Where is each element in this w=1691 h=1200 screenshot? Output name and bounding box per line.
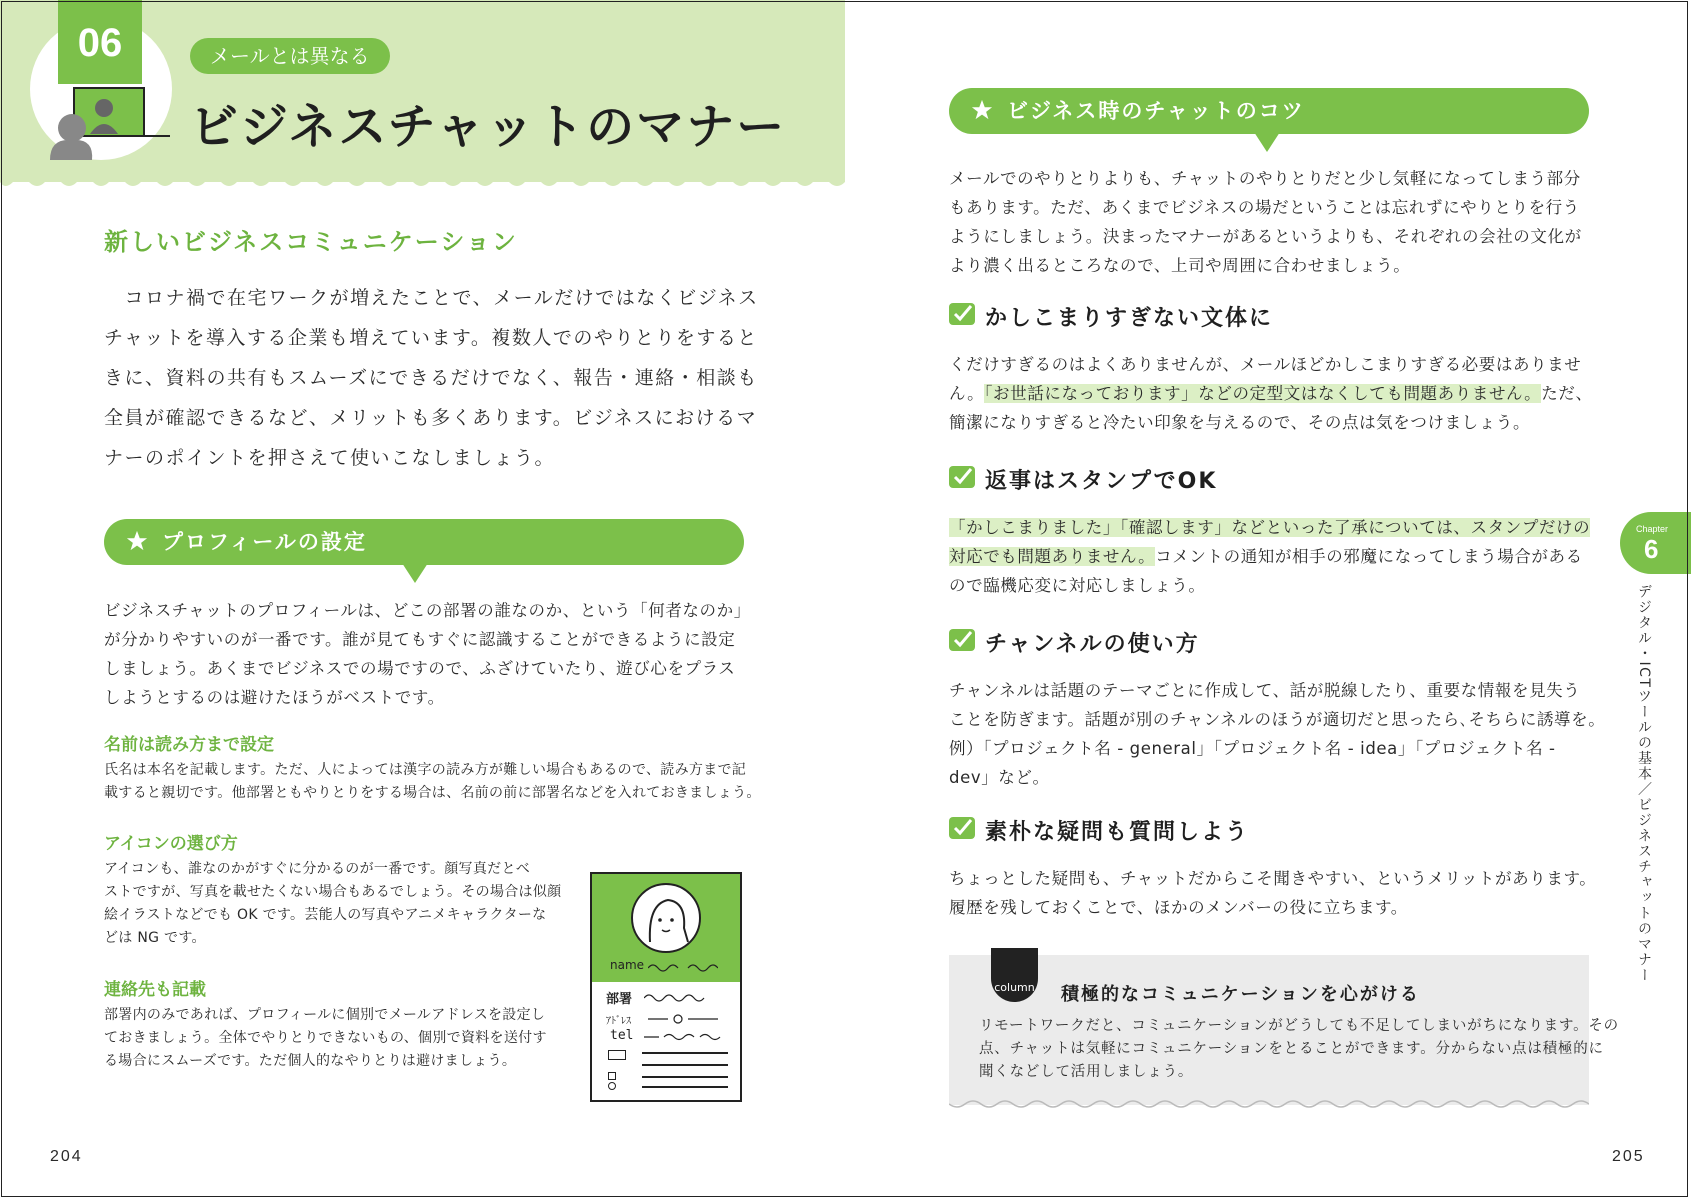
header-wave bbox=[0, 176, 845, 190]
section-heading: 新しいビジネスコミュニケーション bbox=[104, 228, 518, 256]
check-icon bbox=[949, 817, 975, 839]
card-line-2 bbox=[642, 1064, 728, 1066]
profile-heading: プロフィールの設定 bbox=[104, 519, 744, 565]
page-subtitle: メールとは異なる bbox=[190, 38, 390, 74]
intro-paragraph: コロナ禍で在宅ワークが増えたことで、メールだけではなくビジネス チャットを導入する企業も増えています。複数人でのやりとりをすると きに、資料の共有もスムーズにできるだけでなく、報告・連絡・相談も 全員が確認できるなど、メリットも多くあります。ビジネスにおけるマ ナーのポイントを押さえて使いこなしましょう。 bbox=[104, 287, 759, 469]
page-number-left: 204 bbox=[50, 1148, 83, 1165]
channel-paragraph: チャンネルは話題のテーマごとに作成して、話が脱線したり、重要な情報を見失う ことを防ぎます。話題が別のチャンネルのほうが適切だと思ったら､そちらに誘導を。 例）「プロジェクト名 - general」「プロジェクト名 - idea」「プロジェクト名 - dev」など。 bbox=[949, 681, 1606, 787]
profile-card-illustration bbox=[590, 872, 742, 1102]
card-dept-scribble bbox=[644, 992, 724, 1002]
star-icon bbox=[971, 99, 993, 121]
name-paragraph: 氏名は本名を記載します。ただ、人によっては漢字の読み方が難しい場合もあるので、読み方まで記 載すると親切です。他部署ともやりとりをする場合は、名前の前に部署名などを入れておきましょう。 bbox=[104, 762, 761, 801]
page-number-right: 205 bbox=[1612, 1148, 1645, 1165]
profile-paragraph: ビジネスチャットのプロフィールは、どこの部署の誰なのか、という「何者なのか」 が分かりやすいのが一番です。誰が見てもすぐに認識することができるように設定 しましょう。あくまでビジネスでの場ですので、ふざけていたり、遊び心をプラス しようとするのは避けたほうがベストです。 bbox=[104, 601, 751, 707]
column-title: 積極的なコミュニケーションを心がける bbox=[1061, 984, 1420, 1005]
check-icon bbox=[949, 466, 975, 488]
card-address-scribble bbox=[648, 1014, 728, 1024]
card-tel-scribble bbox=[644, 1032, 729, 1042]
chapter-tab: Chapter 6 bbox=[1620, 512, 1691, 574]
tips-heading: ビジネス時のチャットのコツ bbox=[949, 88, 1589, 134]
casual-paragraph: くだけすぎるのはよくありませんが、メールほどかしこまりすぎる必要はありませ ん。「お世話になっております」などの定型文はなくしても問題ありません。ただ、 簡潔になりすぎると冷たい印象を与えるので、その点は気をつけましょう。 bbox=[949, 355, 1593, 432]
highlight: 「かしこまりました」「確認します」などといった了承については、スタンプだけの bbox=[949, 518, 1591, 537]
contact-subheading: 連絡先も記載 bbox=[104, 980, 206, 1000]
highlight: 「お世話になっております」などの定型文はなくしても問題ありません。 bbox=[984, 384, 1542, 403]
tips-paragraph: メールでのやりとりよりも、チャットのやりとりだと少し気軽になってしまう部分 もあります。ただ、あくまでビジネスの場だということは忘れずにやりとりを行う ようにしましょう。決まったマナーがあるというよりも、それぞれの会社の文化が より濃く出るところなので、上司や周囲に合わせましょう。 bbox=[949, 169, 1582, 275]
check-icon bbox=[949, 629, 975, 651]
chapter-vertical-title: デジタル・ICTツールの基本／ビジネスチャットのマナー bbox=[1636, 584, 1652, 983]
question-paragraph: ちょっとした疑問も、チャットだからこそ聞きやすい、というメリットがあります。 履歴を残しておくことで、ほかのメンバーの役に立ちます。 bbox=[949, 869, 1597, 917]
highlight: 対応でも問題ありません。 bbox=[949, 547, 1156, 566]
icon-paragraph: アイコンも、誰なのかがすぐに分かるのが一番です。顔写真だとベ ストですが、写真を載せたくない場合もあるでしょう。その場合は似顔 絵イラストなどでも OK です。芸能人の写真やアニメキャラクターな どは NG です。 bbox=[104, 861, 562, 946]
card-dept-label: 部署 bbox=[606, 992, 633, 1007]
check-icon bbox=[949, 303, 975, 325]
card-checkbox-1 bbox=[608, 1050, 626, 1060]
column-paragraph: リモートワークだと、コミュニケーションがどうしても不足してしまいがちになります。その 点、チャットは気軽にコミュニケーションをとることができます。分からない点は積極的に 聞くなどして活用しましょう。 bbox=[979, 1018, 1619, 1080]
card-name-label: name bbox=[610, 958, 645, 972]
contact-paragraph: 部署内のみであれば、プロフィールに個別でメールアドレスを設定し ておきましょう。全体でやりとりできないもの、個別で資料を送付す る場合にスムーズです。ただ個人的なやりとりは避けましょう。 bbox=[104, 1007, 547, 1069]
card-line-3 bbox=[642, 1076, 728, 1078]
card-line-1 bbox=[642, 1052, 728, 1054]
icon-subheading: アイコンの選び方 bbox=[104, 834, 238, 854]
column-tab: column bbox=[991, 948, 1038, 1002]
column-wave bbox=[949, 1100, 1589, 1110]
card-address-label: ｱﾄﾞﾚｽ bbox=[606, 1016, 631, 1027]
card-bullet bbox=[608, 1082, 616, 1090]
stamp-paragraph: 「かしこまりました」「確認します」などといった了承については、スタンプだけの 対応でも問題ありません。コメントの通知が相手の邪魔になってしまう場合がある ので臨機応変に対応しましょう。 bbox=[949, 518, 1591, 595]
card-tel-label: tel bbox=[610, 1028, 634, 1043]
star-icon bbox=[126, 530, 148, 552]
page-title: ビジネスチャットのマナー bbox=[190, 99, 787, 155]
avatar-icon bbox=[630, 882, 702, 954]
card-name-scribble bbox=[648, 962, 718, 972]
chapter-number-flag: 06 bbox=[58, 0, 142, 84]
card-checkbox-2 bbox=[608, 1072, 616, 1080]
name-subheading: 名前は読み方まで設定 bbox=[104, 735, 274, 755]
card-line-4 bbox=[642, 1086, 728, 1088]
